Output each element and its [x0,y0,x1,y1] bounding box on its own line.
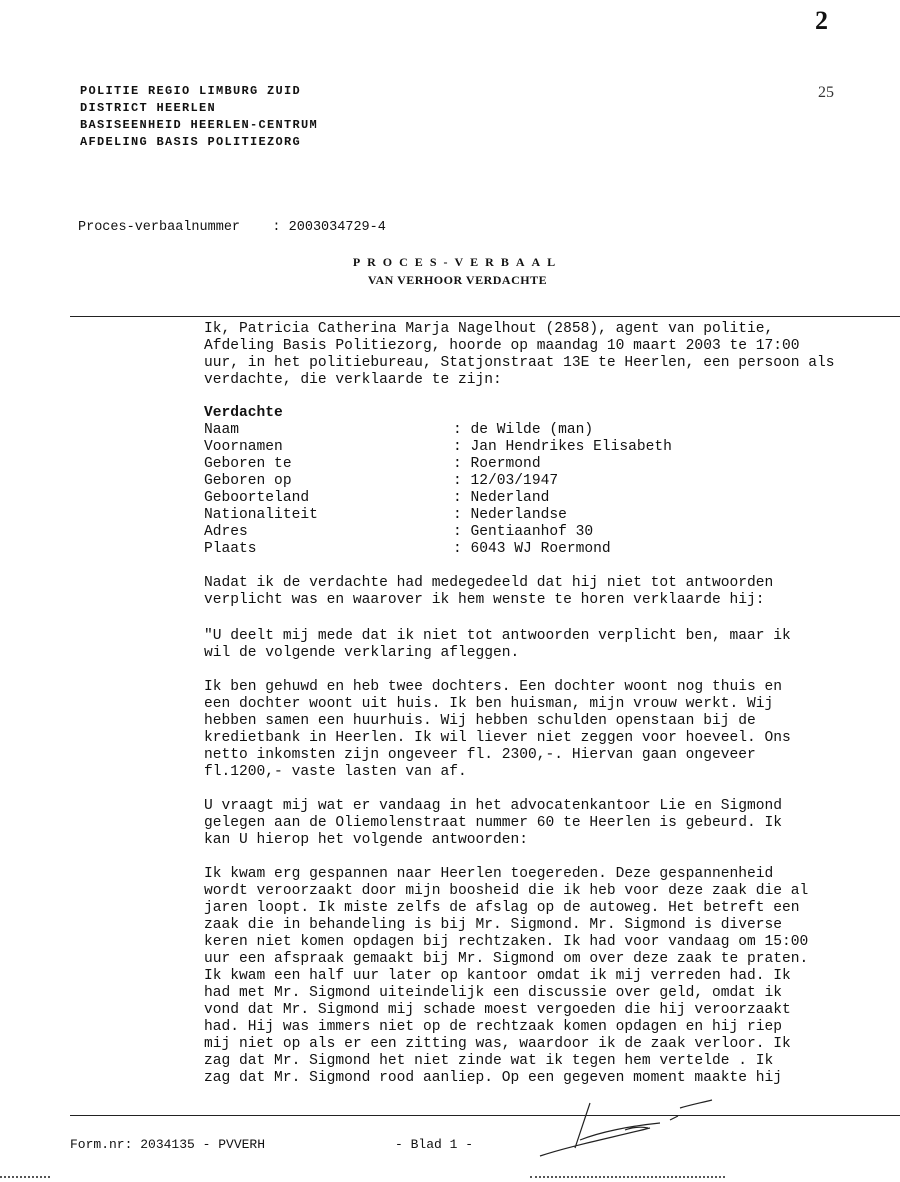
text-line: kredietbank in Heerlen. Ik wil liever niet zeggen voor hoeveel. Ons [204,730,791,746]
letterhead [80,83,318,151]
pv-number-label: Proces-verbaalnummer [78,220,241,235]
text-line: wil de volgende verklaring afleggen. [204,645,520,661]
text-line: jaren loopt. Ik miste zelfs de afslag op de autoweg. Het betreft een [204,900,800,916]
field-value: : Nederland [453,490,550,506]
text-line: had met Mr. Sigmond uiteindelijk een discussie over geld, omdat ik [204,985,783,1001]
text-line: een dochter woont uit huis. Ik ben huisman, mijn vrouw werkt. Wij [204,696,774,712]
suspect-field [204,456,672,473]
text-line: netto inkomsten zijn ongeveer fl. 2300,-. Hiervan gaan ongeveer [204,747,756,763]
suspect-field [204,439,672,456]
field-label: Geboren te [204,456,292,472]
text-line: verplicht was en waarover ik hem wenste te horen verklaarde hij: [204,592,765,608]
field-label: Naam [204,422,240,438]
caution-paragraph [204,575,773,609]
page-number: 2 [815,6,828,35]
field-value: : de Wilde (man) [453,422,594,438]
text-line: "U deelt mij mede dat ik niet tot antwoorden verplicht ben, maar ik [204,628,791,644]
field-value: : Roermond [453,456,541,472]
field-value: : 12/03/1947 [453,473,559,489]
field-label: Adres [204,524,248,540]
divider [70,316,900,317]
suspect-details [204,405,672,558]
text-line: mij niet op als er een zitting was, waardoor ik de zaak verloor. Ik [204,1036,791,1052]
suspect-field [204,473,672,490]
text-line: Nadat ik de verdachte had medegedeeld dat hij niet tot antwoorden [204,575,774,591]
text-line: kan U hierop het volgende antwoorden: [204,832,529,848]
suspect-field [204,422,672,439]
text-line: uur, in het politiebureau, Statjonstraat 13E te Heerlen, een persoon als [204,355,835,371]
scan-artifact [530,1176,725,1178]
document-subtitle: VAN VERHOOR VERDACHTE [367,273,548,287]
field-label: Geboren op [204,473,292,489]
text-line: zag dat Mr. Sigmond het niet zinde wat ik tegen hem vertelde . Ik [204,1053,774,1069]
text-line: fl.1200,- vaste lasten van af. [204,764,467,780]
statement-paragraph [204,866,808,1087]
letterhead-line: BASISEENHEID HEERLEN-CENTRUM [80,118,319,132]
letterhead-line: POLITIE REGIO LIMBURG ZUID [80,84,302,98]
suspect-field [204,541,672,558]
text-line: Afdeling Basis Politiezorg, hoorde op maandag 10 maart 2003 te 17:00 [204,338,800,354]
letterhead-line: AFDELING BASIS POLITIEZORG [80,135,302,149]
suspect-field [204,507,672,524]
field-value: : 6043 WJ Roermond [453,541,611,557]
form-number: Form.nr: 2034135 - PVVERH [70,1137,266,1152]
field-value: : Nederlandse [453,507,567,523]
suspect-fields [204,422,672,558]
text-line: gelegen aan de Oliemolenstraat nummer 60 te Heerlen is gebeurd. Ik [204,815,783,831]
field-label: Geboorteland [204,490,310,506]
text-line: U vraagt mij wat er vandaag in het advocatenkantoor Lie en Sigmond [204,798,783,814]
footer-divider [70,1115,900,1116]
suspect-field [204,490,672,507]
field-value: : Gentiaanhof 30 [453,524,594,540]
suspect-field [204,524,672,541]
signature [530,1098,720,1160]
margin-annotation: 25 [818,84,834,101]
page-indicator: - Blad 1 - [395,1137,474,1152]
intro-paragraph [204,321,835,389]
text-line: Ik kwam erg gespannen naar Heerlen toegereden. Deze gespannenheid [204,866,774,882]
text-line: vond dat Mr. Sigmond mij schade moest vergoeden die hij veroorzaakt [204,1002,791,1018]
text-line: wordt veroorzaakt door mijn boosheid die ik heb voor deze zaak die al [204,883,809,899]
suspect-heading: Verdachte [204,405,283,421]
letterhead-line: DISTRICT HEERLEN [80,101,217,115]
text-line: had. Hij was immers niet op de rechtzaak komen opdagen en hij riep [204,1019,783,1035]
text-line: keren niet komen opdagen bij rechtzaken. Ik had voor vandaag om 15:00 [204,934,809,950]
field-label: Voornamen [204,439,283,455]
pv-number: Proces-verbaalnummer : 2003034729-4 [78,220,386,235]
statement-intro [204,628,791,662]
text-line: hebben samen een huurhuis. Wij hebben schulden openstaan bij de [204,713,756,729]
field-label: Nationaliteit [204,507,318,523]
statement-paragraph [204,679,791,781]
text-line: verdachte, die verklaarde te zijn: [204,372,502,388]
text-line: Ik kwam een half uur later op kantoor omdat ik mij verreden had. Ik [204,968,791,984]
document-title: PROCES-VERBAAL [352,255,563,269]
text-line: zag dat Mr. Sigmond rood aanliep. Op een gegeven moment maakte hij [204,1070,783,1086]
field-value: : Jan Hendrikes Elisabeth [453,439,672,455]
text-line: zaak die in behandeling is bij Mr. Sigmond. Mr. Sigmond is diverse [204,917,783,933]
text-line: Ik ben gehuwd en heb twee dochters. Een dochter woont nog thuis en [204,679,783,695]
scan-artifact [0,1176,50,1178]
text-line: Ik, Patricia Catherina Marja Nagelhout (2858), agent van politie, [204,321,774,337]
field-label: Plaats [204,541,257,557]
text-line: uur een afspraak gemaakt bij Mr. Sigmond om over deze zaak te praten. [204,951,809,967]
statement-paragraph [204,798,782,849]
pv-number-value: 2003034729-4 [288,220,386,235]
